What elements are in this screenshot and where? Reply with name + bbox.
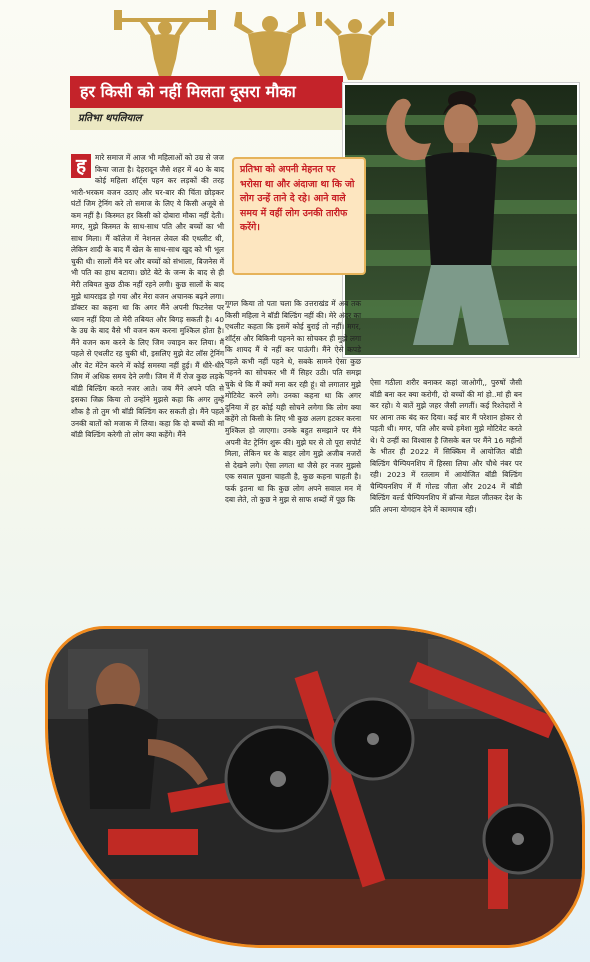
gym-training-photo — [45, 626, 585, 948]
pull-quote: प्रतिभा को अपनी मेहनत पर भरोसा था और अंदाजा था कि जो लोग उन्हें ताने दे रहे। आने वाले समय में वहीं लोग उनकी तारीफ करेंगे। — [232, 157, 366, 275]
figure-head — [348, 19, 362, 33]
bodybuilder-portrait-photo — [343, 83, 579, 357]
weightlifter-silhouettes-illustration — [110, 4, 410, 80]
barbell-plate-left — [114, 10, 122, 30]
figure-body — [150, 34, 180, 80]
barbell-plate-right — [208, 10, 216, 30]
dumbbell-right — [388, 12, 394, 26]
dumbbell-left — [316, 12, 322, 26]
figure-body — [248, 31, 292, 80]
figure-head — [262, 16, 278, 32]
article-column-1-text: मारे समाज में आज भी महिलाओं को उम्र से जज किया जाता है। देहरादून जैसे शहर में 40 के बाद कोई महिला शॉर्ट्स पहन कर लड़कों की तरह भारी-भरकम वजन उठाए और घर-बार की चिंता छोड़कर घंटों जिम ट्रेनिंग करे तो समाज के लिए ये किसी अजूबे से कम नहीं है। किस्मत हर किसी को दोबारा मौका नहीं देती। मगर, मुझे किस्मत के साथ-साथ पति और बच्चों का भी साथ मिला। मैं कॉलेज में नेशनल लेवल की एथलीट थी, लेकिन शादी के बाद मैं खेल के साथ-साथ खुद को भी भूल चुकी थी। सालों मैंने घर और बच्चों को संभाला, बिजनेस में भी पति का हाथ बटाया। छोटे बेटे के जन्म के बाद से ही मेरी तबियत कुछ ठीक नहीं रहने लगी। कुछ सालों के बाद मुझे थायराइड हो गया और मेरा वजन अचानक बढ़ने लगा। डॉक्टर का कहना था कि अगर मैंने अपनी फिटनेस पर ध्यान नहीं दिया तो मेरी तबियत और बिगड़ सकती है। 40 के उम्र के बाद वैसे भी वजन कम करना मुश्किल होता है। मैंने वजन कम करने के लिए जिम ज्वाइन कर लिया। मैं पहले से एथलीट रह चुकी थी, इसलिए मुझे वेट लॉस ट्रेनिंग और वेट मेंटेन करने में कोई समस्या नहीं हुई। मैं धीरे-धीरे जिम में अधिक समय देने लगी। जिम में मैं रोज कुछ लड़के बॉडी बिल्डिंग करते नजर आते। जब मैंने अपने पति से इसका जिक्र किया तो उन्होंने मुझसे कहा कि अगर तुम्हें शौक है तो तुम भी बॉडी बिल्डिंग कर सकती हो। मैंने पहले उनकी बातों को मजाक में लिया। कहा कि दो बच्चों की मां बॉडी बिल्डिंग करेगी तो लोग क्या कहेंगे। मैंने — [71, 153, 224, 440]
byline: प्रतिभा थपलियाल — [78, 113, 142, 124]
headline: हर किसी को नहीं मिलता दूसरा मौका — [70, 76, 343, 108]
drop-cap: ह — [71, 154, 91, 178]
article-column-1 — [71, 152, 224, 441]
figure-body — [338, 34, 372, 81]
article-column-3: ऐसा गठीला शरीर बनाकर कहां जाओगी,, पुरुषों जैसी बॉडी बना कर क्या करोगी, दो बच्चों की मां हो..मां ही बन कर रहो। ये बातें मुझे जहर जैसी लगतीं। कई रिश्तेदारों ने घर आना तक बंद कर दिया। कई बार मैं परेशान होकर रो पड़ती थी। मगर, पति और बच्चे हमेशा मुझे मोटिवेट करते थे। ये उन्हीं का विश्वास है जिसके बल पर मैंने 16 महीनों के भीतर ही 2022 में सिक्किम में आयोजित बॉडी बिल्डिंग चैम्पियनशिप में हिस्सा लिया और चौथे नंबर पर रही। 2023 में रतलाम में आयोजित बॉडी बिल्डिंग चैम्पियनशिप में मैं गोल्ड जीता और 2024 में बॉडी बिल्डिंग वर्ल्ड चैम्पियनशिप में ब्रॉन्ज मेडल जीतकर देश के प्रति अपना योगदान देने में कामयाब रही। — [370, 378, 522, 515]
figure-head — [158, 21, 172, 35]
article-column-2: गूगल किया तो पता चला कि उत्तराखंड में अब तक किसी महिला ने बॉडी बिल्डिंग नहीं की। मेरे अंदर का एथलीट कहता कि इसमें कोई बुराई तो नहीं। मगर, शॉर्ट्स और बिकिनी पहनने का सोचकर ही मुझे लगा कि शायद मैं ये नहीं कर पाऊंगी। मैंने ऐसे कपड़े पहले कभी नहीं पहने थे, सबके सामने ऐसा कुछ पहनने का सोचकर भी मैं सिहर उठी। पति समझ चुके थे कि मैं क्यों मना कर रही हूं। वो लगातार मुझे मोटिवेट करने लगे। उनका कहना था कि अगर दुनिया में हर कोई यही सोचने लगेगा कि लोग क्या कहेंगे तो किसी के लिए भी कुछ अलग हटकर करना मुश्किल हो जाएगा। उनके बहुत समझाने पर मैंने अपनी वेट ट्रेनिंग शुरू की। मुझे घर से तो पूरा सपोर्ट मिला, लेकिन घर के बाहर लोग मुझे अजीब नजरों से देखने लगे। ऐसा लगता था जैसे हर नजर मुझसे एक सवाल पूछना चाहती है, कुछ कहना चाहती है। फर्क इतना था कि कुछ लोग अपने सवाल मन में दबा लेते, तो कुछ ने मुझ से साफ शब्दों में पूछ कि — [225, 299, 361, 505]
